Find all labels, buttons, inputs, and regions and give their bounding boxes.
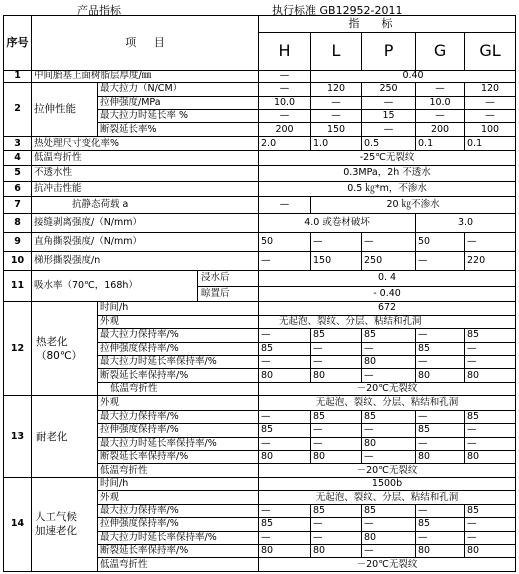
cell-value: 85 xyxy=(311,504,362,517)
cell-value: — xyxy=(311,342,362,355)
cell-value: 10.0 xyxy=(416,96,465,109)
row-number: 8 xyxy=(4,213,32,232)
cell-value: 100 xyxy=(465,123,516,136)
cell-value: 85 xyxy=(362,504,416,517)
group-label: 拉伸性能 xyxy=(32,83,98,137)
cell-value: 80 xyxy=(311,369,362,382)
cell-value: — xyxy=(416,329,465,342)
sub-label: 最大拉力（N/CM） xyxy=(98,83,259,96)
cell-value: 85 xyxy=(416,342,465,355)
cell-value: 85 xyxy=(416,424,465,437)
indicator-header-2: 标 xyxy=(362,16,516,33)
cell-value: 85 xyxy=(311,410,362,423)
row-number: 10 xyxy=(4,251,32,270)
cell-value: 10.0 xyxy=(259,96,311,109)
cell-value: — xyxy=(259,251,311,270)
sub-label: 最大拉力保持率/% xyxy=(98,410,259,423)
cell-value: — xyxy=(416,504,465,517)
cell-value: 80 xyxy=(416,451,465,464)
cell-value: 80 xyxy=(465,451,516,464)
cell-value: 85 xyxy=(259,424,311,437)
row-label: 抗静态荷载 a xyxy=(32,197,259,214)
cell-value: －20℃无裂纹 xyxy=(259,464,516,477)
cell-value: 80 xyxy=(259,451,311,464)
cell-value: — xyxy=(311,424,362,437)
cell-value: 80 xyxy=(311,544,362,557)
cell-value: 0.40 xyxy=(311,70,516,82)
sub-label: 晾置后 xyxy=(201,287,230,299)
row-number: 1 xyxy=(4,70,32,82)
group-label xyxy=(32,302,98,396)
spec-table xyxy=(3,15,516,572)
cell-value: 无起泡、裂纹、分层、粘结和孔洞 xyxy=(259,491,516,504)
row-number: 3 xyxy=(4,136,32,151)
cell-value: 80 xyxy=(416,369,465,382)
cell-value: 150 xyxy=(311,251,362,270)
cell-value: — xyxy=(416,251,465,270)
group-title: 热老化 xyxy=(36,335,68,348)
sub-label: 最大拉力时延长率保持率/% xyxy=(98,437,259,450)
cell-value: 80 xyxy=(311,451,362,464)
cell-value: — xyxy=(362,342,416,355)
cell-value: — xyxy=(259,109,311,122)
cell-value: 1.0 xyxy=(311,136,362,151)
cell-value: — xyxy=(465,437,516,450)
sub-label: 外观 xyxy=(98,315,259,328)
sub-label: 最大拉力时延长率 % xyxy=(98,109,259,122)
cell-value: 200 xyxy=(416,123,465,136)
item-header: 项 目 xyxy=(32,16,259,71)
row-number: 11 xyxy=(4,270,32,301)
cell-value: 80 xyxy=(362,437,416,450)
cell-value: 1500b xyxy=(259,477,516,490)
cell-value: — xyxy=(465,531,516,544)
group-label xyxy=(32,477,98,571)
sub-label: 时间/h xyxy=(98,302,259,315)
row-label: 接缝剥离强度/（N/mm） xyxy=(32,213,259,232)
cell-value: 80 xyxy=(465,369,516,382)
group-subtitle: （80℃） xyxy=(36,349,83,362)
cell-value: — xyxy=(362,544,416,557)
row-number: 9 xyxy=(4,232,32,251)
cell-value: — xyxy=(311,518,362,531)
seq-header: 序号 xyxy=(4,16,32,71)
cell-value: — xyxy=(259,504,311,517)
cell-value: — xyxy=(362,518,416,531)
group-label: 耐老化 xyxy=(32,396,98,478)
cell-value: 0.1 xyxy=(416,136,465,151)
row-number: 12 xyxy=(4,302,32,396)
row-label: 中间胎基上面树脂层厚度/㎜ xyxy=(32,70,259,82)
cell-value: — xyxy=(259,437,311,450)
cell-value: — xyxy=(416,355,465,368)
cell-value: - 0.40 xyxy=(259,286,516,302)
type-p: P xyxy=(362,32,416,70)
row-label: 热处理尺寸变化率% xyxy=(32,136,259,151)
cell-value: 50 xyxy=(259,232,311,251)
sub-label: 最大拉力时延长率保持率/% xyxy=(98,355,259,368)
cell-value: — xyxy=(465,424,516,437)
row-label: 低温弯折性 xyxy=(32,151,259,166)
sub-label: 拉伸强度/MPa xyxy=(98,96,259,109)
cell-value: — xyxy=(259,70,311,82)
sub-label: 时间/h xyxy=(98,477,259,490)
sub-label: 低温弯折性 xyxy=(98,464,259,477)
cell-value: 0.1 xyxy=(465,136,516,151)
sub-label: 低温弯折性 xyxy=(98,558,259,572)
cell-value: — xyxy=(311,96,362,109)
cell-value: 2.0 xyxy=(259,136,311,151)
cell-value: 85 xyxy=(465,329,516,342)
cell-value: — xyxy=(416,410,465,423)
cell-value: — xyxy=(416,83,465,96)
header-standard: 执行标准 GB12952-2011 xyxy=(272,4,403,17)
cell-value: 85 xyxy=(465,410,516,423)
cell-value: 80 xyxy=(362,531,416,544)
cell-value: — xyxy=(259,329,311,342)
row-number: 6 xyxy=(4,181,32,197)
sub-label: 断裂延长率保持率/% xyxy=(98,451,259,464)
row-label xyxy=(32,270,259,301)
cell-value: 200 xyxy=(259,123,311,136)
cell-value: — xyxy=(311,232,362,251)
cell-value: 85 xyxy=(311,329,362,342)
sub-label: 断裂延长率% xyxy=(98,123,259,136)
sub-label: 低温弯折性 xyxy=(98,382,259,395)
cell-value: 85 xyxy=(259,518,311,531)
cell-value: 4.0 或卷材破坏 xyxy=(259,213,416,232)
cell-value: — xyxy=(362,451,416,464)
cell-value: — xyxy=(311,531,362,544)
cell-value: — xyxy=(465,109,516,122)
indicator-header: 指 xyxy=(259,16,362,33)
cell-value: 50 xyxy=(416,232,465,251)
cell-value: －20℃无裂纹 xyxy=(259,558,516,572)
cell-value: — xyxy=(259,531,311,544)
header-product-indicators: 产品指标 xyxy=(77,4,121,17)
row-number: 14 xyxy=(4,477,32,571)
cell-value: — xyxy=(311,437,362,450)
cell-value: — xyxy=(362,232,416,251)
cell-value: 20 ㎏不渗水 xyxy=(311,197,516,214)
cell-value: 85 xyxy=(362,410,416,423)
row-label: 梯形撕裂强度/n xyxy=(32,251,259,270)
row-label: 不透水性 xyxy=(32,165,259,181)
type-gl: GL xyxy=(465,32,516,70)
sub-label: 断裂延长率保持率/% xyxy=(98,544,259,557)
cell-value: — xyxy=(362,96,416,109)
cell-value: — xyxy=(416,109,465,122)
group-subtitle: 加速老化 xyxy=(35,525,77,538)
cell-value: — xyxy=(416,437,465,450)
cell-value: 0.5 xyxy=(362,136,416,151)
cell-value: — xyxy=(259,355,311,368)
cell-value: 120 xyxy=(311,83,362,96)
cell-value: 无起泡、裂纹、分层、粘结和孔洞 xyxy=(259,315,516,328)
cell-value: 85 xyxy=(416,518,465,531)
cell-value: 80 xyxy=(416,544,465,557)
cell-value: — xyxy=(465,342,516,355)
cell-value: 无起泡、裂纹、分层、粘结和孔洞 xyxy=(259,396,516,411)
row-label: 抗冲击性能 xyxy=(32,181,259,197)
row-number: 7 xyxy=(4,197,32,214)
cell-value: 3.0 xyxy=(416,213,516,232)
cell-value: 85 xyxy=(362,329,416,342)
cell-value: — xyxy=(362,424,416,437)
cell-value: — xyxy=(311,109,362,122)
sub-label: 外观 xyxy=(98,396,259,411)
cell-value: — xyxy=(259,83,311,96)
cell-value: －20℃无裂纹 xyxy=(259,382,516,395)
cell-value: — xyxy=(416,531,465,544)
sub-label: 拉伸强度保持率/% xyxy=(98,518,259,531)
cell-value: 15 xyxy=(362,109,416,122)
cell-value: — xyxy=(465,355,516,368)
cell-value: — xyxy=(259,410,311,423)
type-g: G xyxy=(416,32,465,70)
cell-value: — xyxy=(465,232,516,251)
sub-label: 最大拉力保持率/% xyxy=(98,329,259,342)
cell-value: — xyxy=(362,123,416,136)
row-number: 4 xyxy=(4,151,32,166)
cell-value: — xyxy=(259,197,311,214)
cell-value: 0. 4 xyxy=(259,270,516,286)
sub-label: 浸水后 xyxy=(198,271,258,287)
cell-value: — xyxy=(362,369,416,382)
sub-label: 最大拉力保持率/% xyxy=(98,504,259,517)
cell-value: 85 xyxy=(259,342,311,355)
cell-value: 0.3MPa，2h 不透水 xyxy=(259,165,516,181)
cell-value: 250 xyxy=(362,251,416,270)
sub-label: 断裂延长率保持率/% xyxy=(98,369,259,382)
cell-value: 80 xyxy=(259,544,311,557)
water-absorption-label: 吸水率（70℃，168h） xyxy=(34,280,138,292)
cell-value: 220 xyxy=(465,251,516,270)
cell-value: — xyxy=(465,518,516,531)
cell-value: 250 xyxy=(362,83,416,96)
cell-value: 0.5 ㎏*m，不渗水 xyxy=(259,181,516,197)
cell-value: -25℃无裂纹 xyxy=(259,151,516,166)
sub-label: 拉伸强度保持率/% xyxy=(98,342,259,355)
cell-value: 120 xyxy=(465,83,516,96)
sub-label: 拉伸强度保持率/% xyxy=(98,424,259,437)
group-title: 人工气候 xyxy=(35,511,77,524)
cell-value: 672 xyxy=(259,302,516,315)
row-label: 直角撕裂强度/（N/mm） xyxy=(32,232,259,251)
row-number: 5 xyxy=(4,165,32,181)
cell-value: 80 xyxy=(465,544,516,557)
type-h: H xyxy=(259,32,311,70)
cell-value: 80 xyxy=(259,369,311,382)
sub-label: 外观 xyxy=(98,491,259,504)
cell-value: — xyxy=(311,355,362,368)
cell-value: 80 xyxy=(362,355,416,368)
cell-value: 150 xyxy=(311,123,362,136)
sub-label: 最大拉力时延长率保持率/% xyxy=(98,531,259,544)
row-number: 2 xyxy=(4,83,32,137)
cell-value: 85 xyxy=(465,504,516,517)
cell-value: — xyxy=(465,96,516,109)
row-number: 13 xyxy=(4,396,32,478)
type-l: L xyxy=(311,32,362,70)
